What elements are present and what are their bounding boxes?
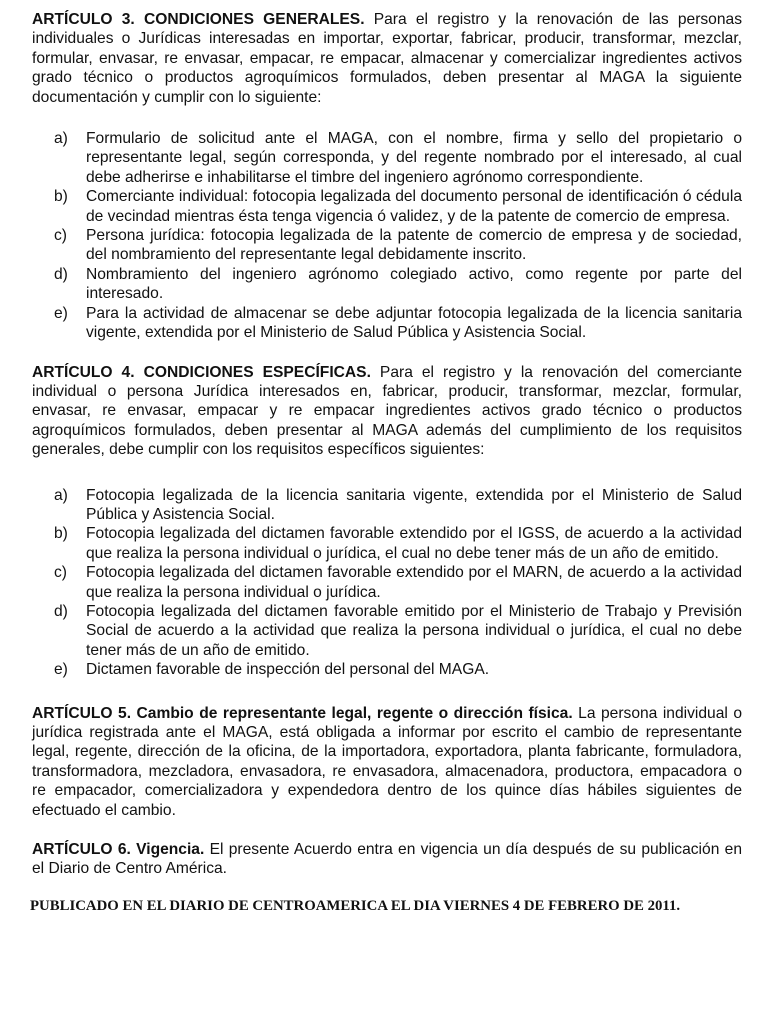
list-item-letter: b) [54,188,68,206]
article-3-heading: ARTÍCULO 3. CONDICIONES GENERALES. [32,11,365,28]
list-item-text: Fotocopia legalizada de la licencia sanitaria vigente, extendida por el Ministerio de Salud Pública y Asistencia Social. [86,486,742,523]
list-item [54,129,742,187]
list-item-letter: e) [54,304,68,322]
article-4-heading: ARTÍCULO 4. CONDICIONES ESPECÍFICAS. [32,363,371,381]
article-3-requirements-list [32,129,742,342]
article-6-text: El presente Acuerdo entra en vigencia un día después de su publicación en el Diario de Centro América. [32,841,742,878]
list-item [54,660,742,679]
list-item [54,226,742,265]
list-item-letter: b) [54,525,68,543]
document-page [32,10,742,915]
list-item-text: Dictamen favorable de inspección del personal del MAGA. [86,661,490,679]
list-item-letter: a) [54,130,68,148]
list-item-text: Para la actividad de almacenar se debe adjuntar fotocopia legalizada de la licencia sanitaria vigente, extendida por el Ministerio de Salud Pública y Asistencia Social. [86,304,742,342]
list-item-letter: e) [54,661,68,679]
list-item [54,265,742,304]
list-item-letter: c) [54,227,67,245]
article-4-text: Para el registro y la renovación del comerciante individual o persona Jurídica interesados en, fabricar, producir, transformar, mezclar, formular, envasar, re envasar, empacar y re empacar ingredientes activos grado técnico o productos agroquímicos formulados, deben presentar al MAGA además del cumplimiento de los requisitos generales, debe cumplir con los requisitos específicos siguientes: [32,363,742,459]
article-3 [32,10,742,107]
article-3-text: Para el registro y la renovación de las personas individuales o Jurídicas interesadas en importar, exportar, fabricar, producir, transformar, mezclar, formular, envasar, re envasar, empacar, re empacar, almacenar y comercializar ingredientes activos grado técnico o productos agroquímicos formulados, deben presentar al MAGA la siguiente documentación y cumplir con lo siguiente: [32,11,742,106]
list-item-letter: a) [54,486,68,504]
list-item-text: Nombramiento del ingeniero agrónomo colegiado activo, como regente por parte del interesado. [86,265,742,303]
article-5-text: La persona individual o jurídica registrada ante el MAGA, está obligada a informar por escrito el cambio de representante legal, regente, dirección de la oficina, de la importadora, exportadora, planta fabricante, formuladora, transformadora, mezcladora, envasadora, re envasadora, almacenadora, productora, empacadora o re empacador, comercializadora y expendedora dentro de los quince días hábiles siguientes de efectuado el cambio. [32,704,743,819]
list-item-text: Formulario de solicitud ante el MAGA, con el nombre, firma y sello del propietario o representante legal, según corresponda, y del regente nombrado por el interesado, al cual debe adherirse e inhabilitarse el timbre del ingeniero agrónomo correspondiente. [86,130,742,186]
list-item-text: Comerciante individual: fotocopia legalizada del documento personal de identificación ó cédula de vecindad mientras ésta tenga vigencia ó validez, y de la patente de comercio de empresa. [86,188,742,225]
list-item-letter: d) [54,265,68,283]
list-item-text: Fotocopia legalizada del dictamen favorable emitido por el Ministerio de Trabajo y Previsión Social de acuerdo a la actividad que realiza la persona individual o jurídica, el cual no debe tener más de un año de emitido. [86,602,742,659]
article-5-heading: ARTÍCULO 5. Cambio de representante legal, regente o dirección física. [32,704,573,722]
article-4-requirements-list [32,486,742,680]
list-item-text: Persona jurídica: fotocopia legalizada de la patente de comercio de empresa y de sociedad, del nombramiento del representante legal debidamente inscrito. [86,227,742,264]
list-item-text: Fotocopia legalizada del dictamen favorable extendido por el IGSS, de acuerdo a la actividad que realiza la persona individual o jurídica, el cual no debe tener más de un año de emitido. [86,525,742,562]
article-4 [32,363,742,460]
article-6 [32,840,742,879]
publication-note: PUBLICADO EN EL DIARIO DE CENTROAMERICA EL DIA VIERNES 4 DE FEBRERO DE 2011. [30,897,681,914]
list-item-text: Fotocopia legalizada del dictamen favorable extendido por el MARN, de acuerdo a la actividad que realiza la persona individual o jurídica. [86,564,742,601]
article-6-heading: ARTÍCULO 6. Vigencia. [32,841,205,859]
list-item [54,524,742,563]
article-5 [32,704,742,820]
list-item [54,486,742,525]
list-item [54,187,742,226]
list-item [54,602,742,660]
list-item [54,304,742,343]
list-item-letter: d) [54,602,68,620]
list-item [54,563,742,602]
list-item-letter: c) [54,564,67,582]
